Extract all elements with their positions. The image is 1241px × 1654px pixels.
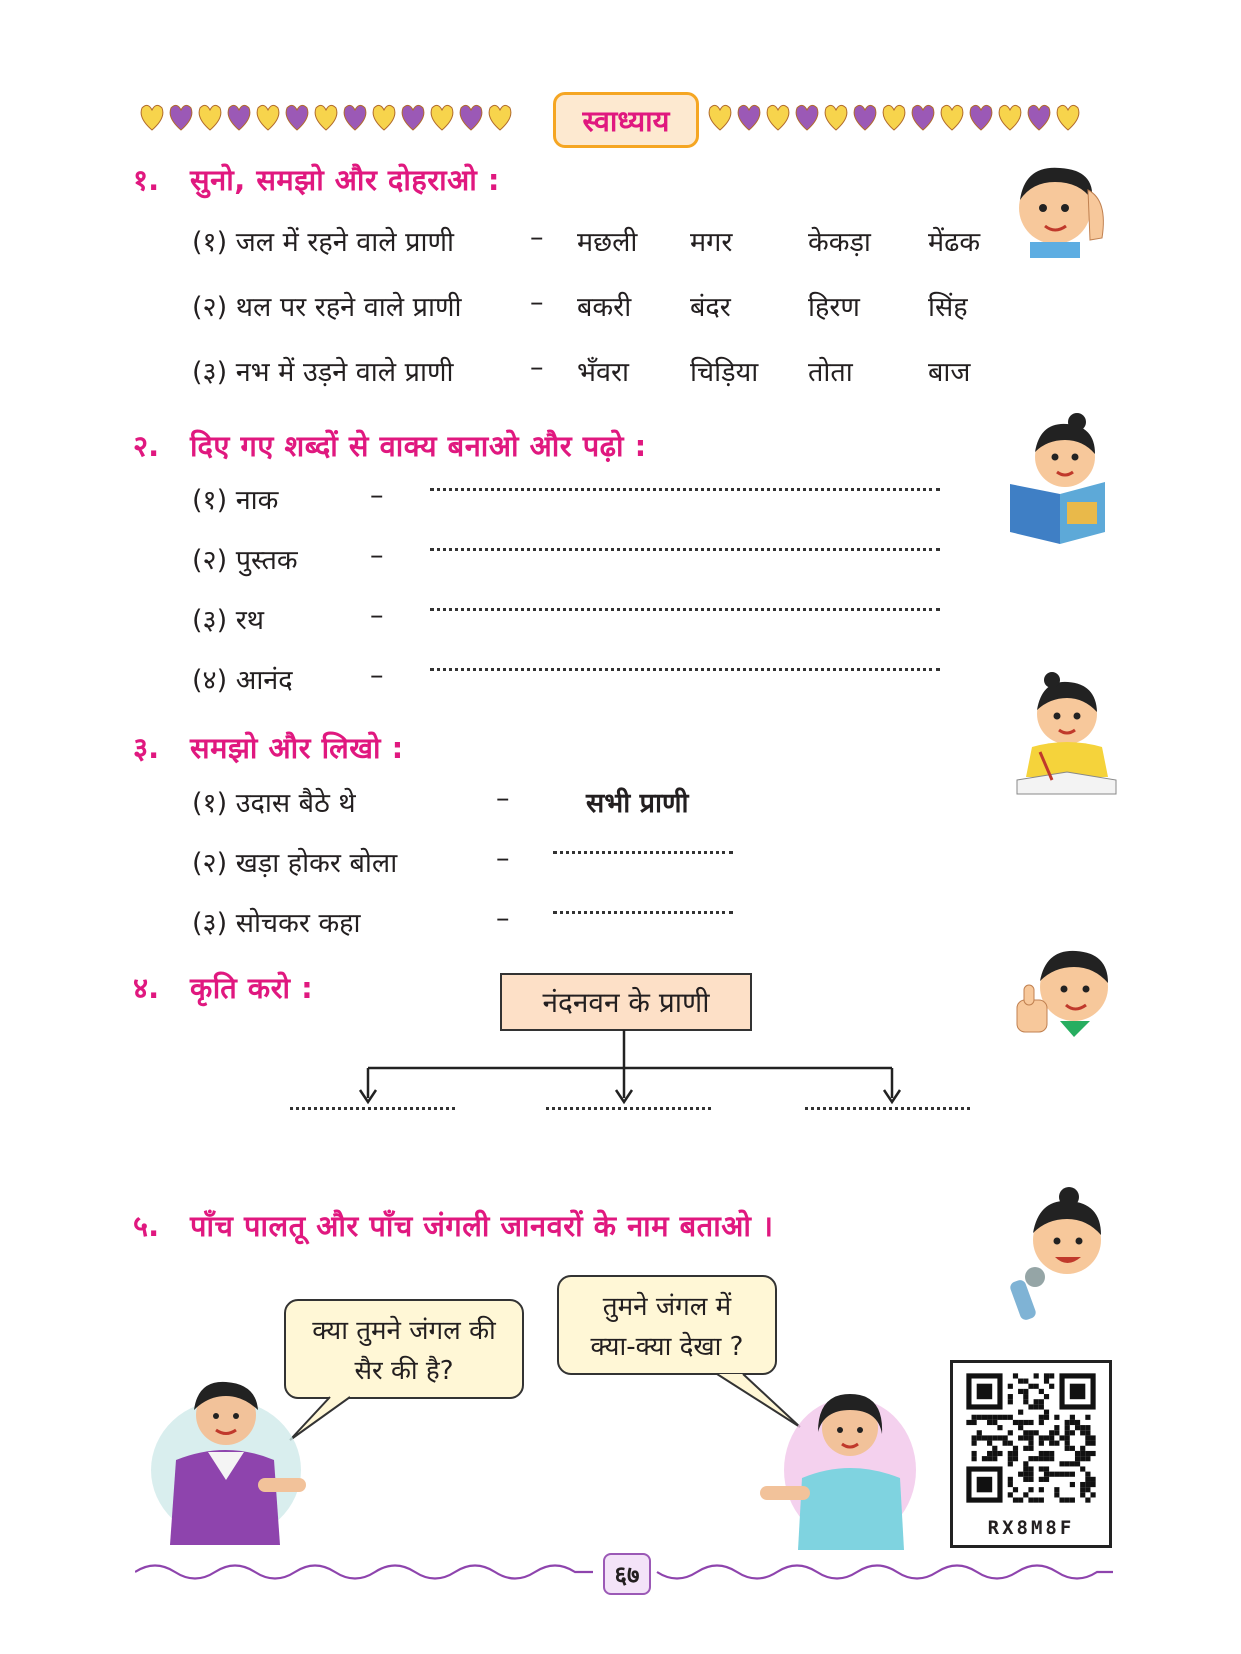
leaf-icon xyxy=(486,102,514,132)
q1-row-1-item: केकड़ा xyxy=(808,227,871,258)
boy-pointing-illustration xyxy=(148,1370,308,1545)
leaf-icon xyxy=(1025,102,1053,132)
girl-pointing-illustration xyxy=(758,1380,918,1550)
q2-row-2-label: (२) पुस्तक xyxy=(192,545,298,576)
qr-code-pattern xyxy=(953,1363,1109,1513)
leaf-icon xyxy=(851,102,879,132)
leaf-icon xyxy=(399,102,427,132)
q2-row-2-answer-line[interactable] xyxy=(430,548,940,551)
q1-row-3-item: बाज xyxy=(928,357,971,388)
leaf-border-right xyxy=(706,100,1082,134)
leaf-icon xyxy=(880,102,908,132)
speech-bubble-left-line-1: क्या तुमने जंगल की xyxy=(312,1316,496,1346)
leaf-icon xyxy=(764,102,792,132)
leaf-icon xyxy=(196,102,224,132)
girl-writing-illustration xyxy=(1012,672,1120,800)
leaf-icon xyxy=(938,102,966,132)
qr-code[interactable] xyxy=(950,1360,1112,1548)
q3-row-2-answer-line[interactable] xyxy=(553,851,733,854)
leaf-icon xyxy=(225,102,253,132)
q3-row-3-answer-line[interactable] xyxy=(553,911,733,914)
footer-ornament-right xyxy=(655,1555,1115,1589)
flowchart-root-box xyxy=(500,973,752,1031)
q1-row-1-dash: – xyxy=(530,222,544,253)
footer-ornament-left xyxy=(135,1555,595,1589)
section-heading xyxy=(553,92,699,148)
q1-row-1-item: मगर xyxy=(690,227,733,258)
q2-row-2-dash: – xyxy=(370,540,384,571)
q1-row-3-item: तोता xyxy=(808,357,853,388)
q3-number: ३. xyxy=(133,731,160,765)
q2-row-1-label: (१) नाक xyxy=(192,485,279,516)
q1-title: सुनो, समझो और दोहराओ : xyxy=(190,163,500,197)
leaf-icon xyxy=(909,102,937,132)
section-heading-text: स्वाध्याय xyxy=(582,103,670,138)
q2-row-4-answer-line[interactable] xyxy=(430,668,940,671)
q3-row-1-answer: सभी प्राणी xyxy=(586,788,689,819)
page-number-text: ६७ xyxy=(614,1560,640,1589)
leaf-icon xyxy=(312,102,340,132)
boy-thumbs-up-illustration xyxy=(1012,945,1122,1045)
leaf-icon xyxy=(428,102,456,132)
leaf-icon xyxy=(1054,102,1082,132)
speech-bubble-left-line-2: सैर की है? xyxy=(354,1356,454,1386)
q3-row-1-dash: – xyxy=(496,783,510,814)
q2-row-4-label: (४) आनंद xyxy=(192,665,293,696)
q1-row-1-item: मेंढक xyxy=(928,227,981,258)
q2-row-3-label: (३) रथ xyxy=(192,605,264,636)
q3-row-2-dash: – xyxy=(496,843,510,874)
leaf-icon xyxy=(370,102,398,132)
q2-number: २. xyxy=(133,429,160,463)
page-number xyxy=(603,1553,651,1595)
qr-code-label: RX8M8F xyxy=(987,1517,1075,1539)
flowchart-connectors xyxy=(340,1030,920,1110)
leaf-icon xyxy=(822,102,850,132)
leaf-icon xyxy=(457,102,485,132)
q1-row-3-label: (३) नभ में उड़ने वाले प्राणी xyxy=(192,357,454,388)
q2-row-4-dash: – xyxy=(370,660,384,691)
q2-row-1-dash: – xyxy=(370,480,384,511)
leaf-icon xyxy=(996,102,1024,132)
q1-row-2-item: हिरण xyxy=(808,292,860,323)
q1-row-2-item: सिंह xyxy=(928,292,968,323)
q1-row-2-dash: – xyxy=(530,287,544,318)
speech-bubble-right-line-1: तुमने जंगल में xyxy=(602,1292,732,1322)
q4-title: कृति करो : xyxy=(190,971,314,1005)
leaf-icon xyxy=(138,102,166,132)
q1-row-1-item: मछली xyxy=(577,227,638,258)
q4-number: ४. xyxy=(133,971,160,1005)
q3-row-3-dash: – xyxy=(496,903,510,934)
speech-bubble-right-line-2: क्या-क्या देखा ? xyxy=(590,1332,744,1362)
q2-title: दिए गए शब्दों से वाक्य बनाओ और पढ़ो : xyxy=(190,429,647,463)
girl-reading-illustration xyxy=(1005,412,1115,547)
q1-row-2-label: (२) थल पर रहने वाले प्राणी xyxy=(192,292,462,323)
flowchart-blank-1[interactable] xyxy=(290,1107,455,1110)
leaf-icon xyxy=(254,102,282,132)
flowchart-root-label: नंदनवन के प्राणी xyxy=(542,986,710,1019)
q3-title: समझो और लिखो : xyxy=(190,731,404,765)
flowchart-blank-3[interactable] xyxy=(805,1107,970,1110)
speech-bubble-left xyxy=(284,1299,524,1399)
q2-row-1-answer-line[interactable] xyxy=(430,488,940,491)
q1-number: १. xyxy=(133,163,160,197)
leaf-icon xyxy=(706,102,734,132)
q1-row-2-item: बंदर xyxy=(690,292,731,323)
q1-row-1-label: (१) जल में रहने वाले प्राणी xyxy=(192,227,455,258)
q3-row-2-label: (२) खड़ा होकर बोला xyxy=(192,848,398,879)
boy-listening-illustration xyxy=(1010,160,1110,260)
q2-row-3-answer-line[interactable] xyxy=(430,608,940,611)
leaf-icon xyxy=(967,102,995,132)
leaf-icon xyxy=(341,102,369,132)
leaf-icon xyxy=(283,102,311,132)
q1-row-2-item: बकरी xyxy=(577,292,632,323)
q5-number: ५. xyxy=(133,1209,160,1243)
leaf-icon xyxy=(735,102,763,132)
leaf-icon xyxy=(167,102,195,132)
flowchart-blank-2[interactable] xyxy=(546,1107,711,1110)
speech-bubble-right xyxy=(557,1275,777,1375)
q1-row-3-item: भँवरा xyxy=(577,357,630,388)
q5-title: पाँच पालतू और पाँच जंगली जानवरों के नाम बताओ । xyxy=(190,1209,774,1243)
q2-row-3-dash: – xyxy=(370,600,384,631)
girl-microphone-illustration xyxy=(1005,1185,1117,1325)
leaf-border-left xyxy=(138,100,514,134)
q3-row-1-label: (१) उदास बैठे थे xyxy=(192,788,356,819)
q1-row-3-dash: – xyxy=(530,352,544,383)
leaf-icon xyxy=(793,102,821,132)
q1-row-3-item: चिड़िया xyxy=(690,357,759,388)
q3-row-3-label: (३) सोचकर कहा xyxy=(192,908,361,939)
